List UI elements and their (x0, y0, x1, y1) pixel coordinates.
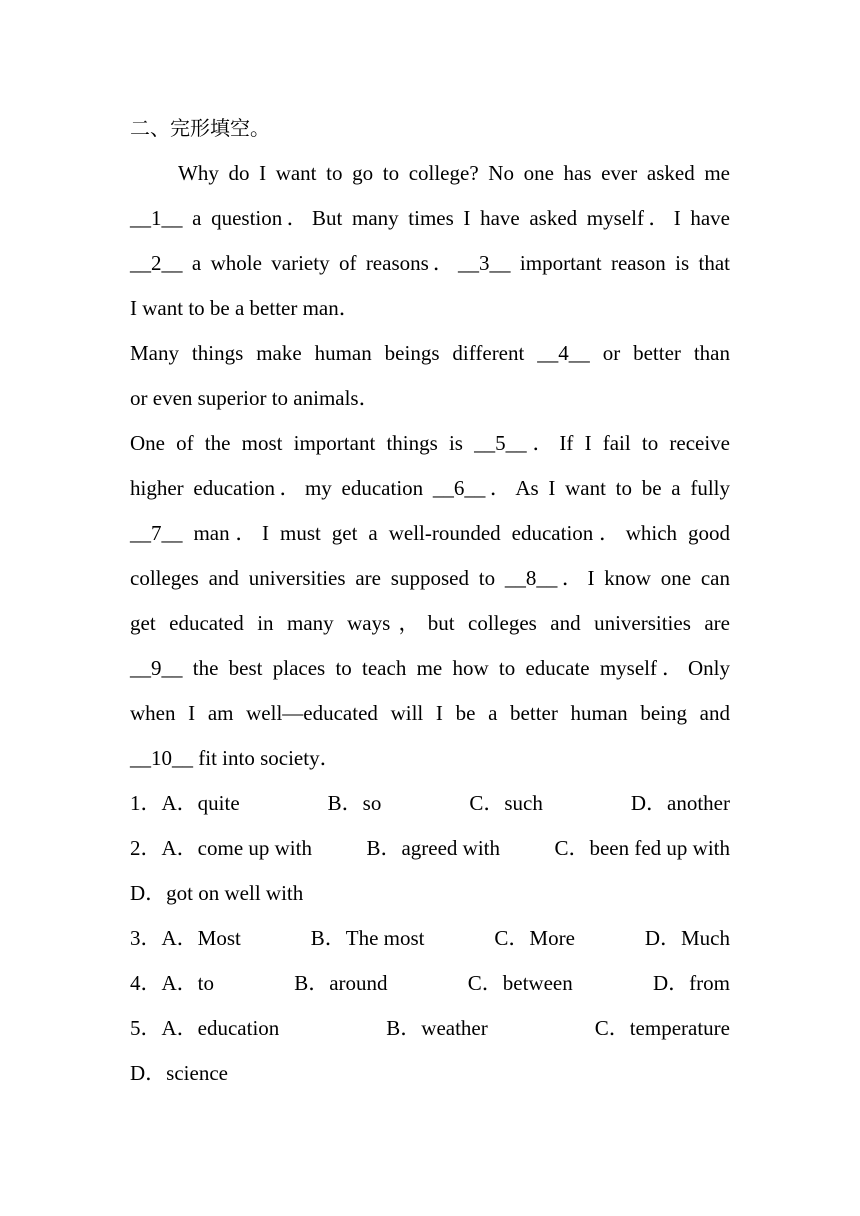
question-2-options (130, 826, 730, 871)
passage-line: I want to be a better man． (130, 296, 360, 320)
passage-line: __9__ the best places to teach me how to educate myself．Only (130, 656, 730, 680)
question-2-option-a: 2．A．come up with (130, 836, 312, 860)
question-5-option-a: 5．A．education (130, 1016, 280, 1040)
passage-line: __2__ a whole variety of reasons．__3__ important reason is that (130, 251, 730, 275)
question-1-option-b: B．so (327, 791, 382, 815)
passage-line: colleges and universities are supposed to __8__．I know one can (130, 566, 730, 590)
question-5-options (130, 1006, 730, 1051)
question-5-option-b: B．weather (386, 1016, 488, 1040)
passage-line: higher education．my education __6__．As I want to be a fully (130, 476, 730, 500)
passage-line: or even superior to animals． (130, 386, 380, 410)
question-1-option-a: 1．A．quite (130, 791, 240, 815)
question-5-option-d: D．science (130, 1061, 228, 1085)
question-list (130, 781, 730, 1096)
passage-line: Many things make human beings different __4__ or better than (130, 341, 730, 365)
question-5-option-c: C．temperature (594, 1016, 730, 1040)
passage-line: __1__ a question．But many times I have asked myself．I have (130, 206, 730, 230)
passage-line: One of the most important things is __5__．If I fail to receive (130, 431, 730, 455)
question-3-option-a: 3．A．Most (130, 926, 241, 950)
question-2-option-d: D．got on well with (130, 881, 304, 905)
question-4-option-b: B．around (294, 971, 388, 995)
passage-line: Why do I want to go to college? No one has ever asked me (178, 161, 730, 185)
question-4-option-c: C．between (467, 971, 573, 995)
question-4-option-a: 4．A．to (130, 971, 214, 995)
passage-line: __10__ fit into society． (130, 746, 341, 770)
question-3-option-b: B．The most (310, 926, 425, 950)
question-1-options (130, 781, 730, 826)
passage (130, 151, 730, 781)
question-3-option-d: D．Much (644, 926, 730, 950)
question-3-option-c: C．More (494, 926, 575, 950)
passage-line: __7__ man．I must get a well-rounded education．which good (130, 521, 730, 545)
question-4-options (130, 961, 730, 1006)
section-title: 二、完形填空。 (130, 116, 270, 140)
passage-line: when I am well—educated will I be a better human being and (130, 701, 730, 725)
question-3-options (130, 916, 730, 961)
question-2-option-b: B．agreed with (366, 836, 500, 860)
question-1-option-d: D．another (630, 791, 730, 815)
passage-line: get educated in many ways，but colleges and universities are (130, 611, 730, 635)
question-1-option-c: C．such (469, 791, 543, 815)
question-2-option-c: C．been fed up with (554, 836, 730, 860)
question-4-option-d: D．from (652, 971, 730, 995)
document-page (130, 106, 730, 1096)
